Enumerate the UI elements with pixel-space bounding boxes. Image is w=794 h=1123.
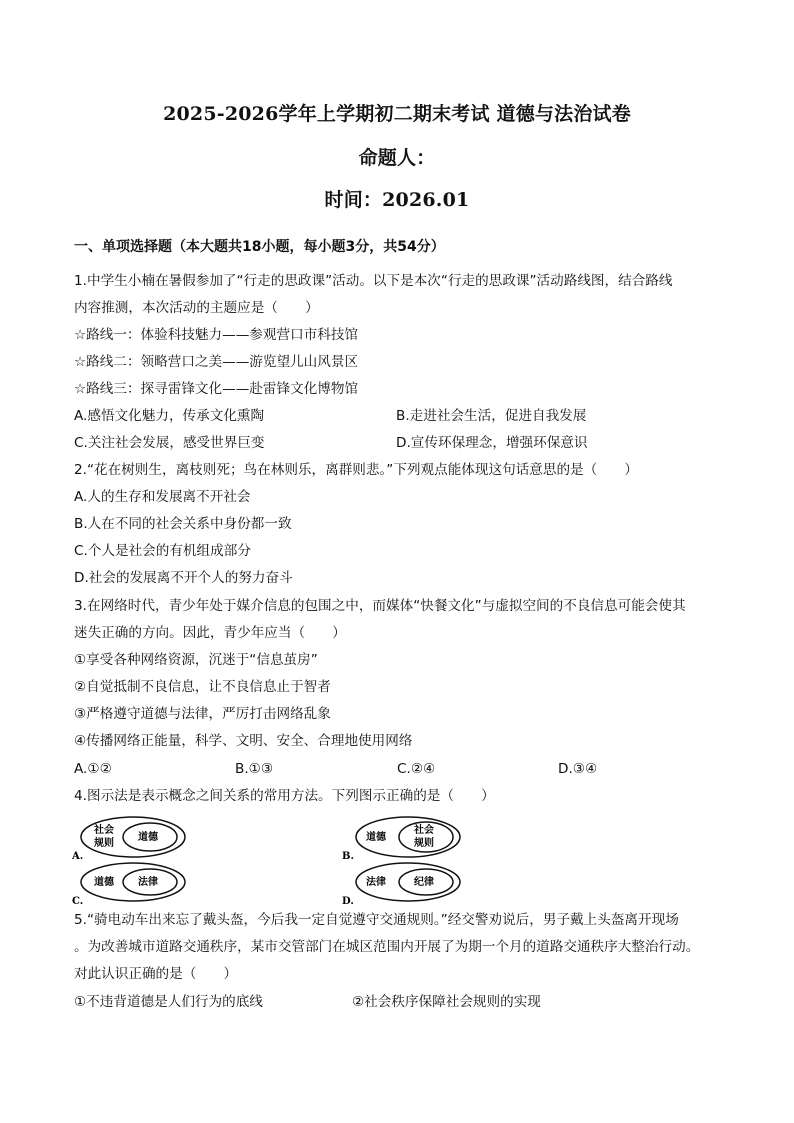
q1-option-a: A.感悟文化魅力，传承文化熏陶 xyxy=(74,408,265,424)
q4-diagram-a-inner: 道德 xyxy=(138,832,158,843)
q1-option-c: C.关注社会发展，感受世界巨变 xyxy=(74,435,265,451)
q1-route3: ☆路线三：探寻雷锋文化——赴雷锋文化博物馆 xyxy=(74,381,359,397)
q4-diagram-d xyxy=(340,860,465,906)
q1-stem-line2: 内容推测，本次活动的主题应是（ ） xyxy=(74,300,319,316)
exam-title: 2025-2026学年上学期初二期末考试 道德与法治试卷 xyxy=(163,103,631,125)
q3-option-c: C.②④ xyxy=(397,761,436,777)
q4-stem: 4.图示法是表示概念之间关系的常用方法。下列图示正确的是（ ） xyxy=(74,788,495,804)
section-heading: 一、单项选择题（本大题共18小题，每小题3分，共54分） xyxy=(74,239,445,255)
q4-diagram-d-outer: 法律 xyxy=(366,877,386,888)
q3-option-b: B.①③ xyxy=(235,761,274,777)
q2-option-c: C.个人是社会的有机组成部分 xyxy=(74,543,251,559)
q3-option-a: A.①② xyxy=(74,761,112,777)
q4-diagram-b-inner-2: 规则 xyxy=(414,838,434,849)
q3-statement-2: ②自觉抵制不良信息，让不良信息止于智者 xyxy=(74,679,331,695)
q4-diagram-c-outer: 道德 xyxy=(94,877,114,888)
q4-diagram-d-inner: 纪律 xyxy=(414,877,434,888)
author-line: 命题人： xyxy=(358,147,436,169)
q1-option-b: B.走进社会生活，促进自我发展 xyxy=(396,408,587,424)
q4-diagram-c-letter: C. xyxy=(72,896,84,906)
q5-statement-2: ②社会秩序保障社会规则的实现 xyxy=(352,994,541,1010)
q4-diagram-b-outer: 道德 xyxy=(366,832,386,843)
q3-statement-1: ①享受各种网络资源，沉迷于“信息茧房” xyxy=(74,652,318,668)
q4-diagram-b-inner-1: 社会 xyxy=(414,825,434,836)
q4-diagram-a-outer-1: 社会 xyxy=(94,825,114,836)
time-line: 时间：2026.01 xyxy=(324,189,470,211)
q4-diagram-d-letter: D. xyxy=(342,896,354,906)
q3-statement-4: ④传播网络正能量，科学、文明、安全、合理地使用网络 xyxy=(74,733,413,749)
q5-statement-1: ①不违背道德是人们行为的底线 xyxy=(74,994,263,1010)
q1-route2: ☆路线二：领略营口之美——游览望儿山风景区 xyxy=(74,354,359,370)
q1-stem-line1: 1.中学生小楠在暑假参加了“行走的思政课”活动。以下是本次“行走的思政课”活动路线图，结合路线 xyxy=(74,273,673,289)
q1-route1: ☆路线一：体验科技魅力——参观营口市科技馆 xyxy=(74,327,359,343)
q4-diagram-c-inner: 法律 xyxy=(138,877,158,888)
q2-stem: 2.“花在树则生，离枝则死；鸟在林则乐，离群则悲。”下列观点能体现这句话意思的是（ ） xyxy=(74,462,639,478)
q2-option-b: B.人在不同的社会关系中身份都一致 xyxy=(74,516,292,532)
q3-option-d: D.③④ xyxy=(558,761,598,777)
q4-diagram-a xyxy=(70,815,190,861)
q4-diagram-a-letter: A. xyxy=(72,851,84,861)
q3-stem-line2: 迷失正确的方向。因此，青少年应当（ ） xyxy=(74,625,346,641)
q4-diagram-b-letter: B. xyxy=(342,851,354,861)
q3-stem-line1: 3.在网络时代，青少年处于媒介信息的包围之中，而媒体“快餐文化”与虚拟空间的不良信息可能会使其 xyxy=(74,598,686,614)
q1-option-d: D.宣传环保理念，增强环保意识 xyxy=(396,435,588,451)
q2-option-a: A.人的生存和发展离不开社会 xyxy=(74,489,251,505)
q4-diagram-c xyxy=(70,860,190,906)
q5-stem-line3: 对此认识正确的是（ ） xyxy=(74,966,238,982)
q4-diagram-a-outer-2: 规则 xyxy=(94,838,114,849)
q4-diagram-b xyxy=(340,815,465,861)
q2-option-d: D.社会的发展离不开个人的努力奋斗 xyxy=(74,570,293,586)
q5-stem-line1: 5.“骑电动车出来忘了戴头盔，今后我一定自觉遵守交通规则。”经交警劝说后，男子戴上头盔离开现场 xyxy=(74,912,679,928)
q5-stem-line2: 。为改善城市道路交通秩序，某市交管部门在城区范围内开展了为期一个月的道路交通秩序大整治行动。 xyxy=(74,939,700,955)
q3-statement-3: ③严格遵守道德与法律，严厉打击网络乱象 xyxy=(74,706,331,722)
